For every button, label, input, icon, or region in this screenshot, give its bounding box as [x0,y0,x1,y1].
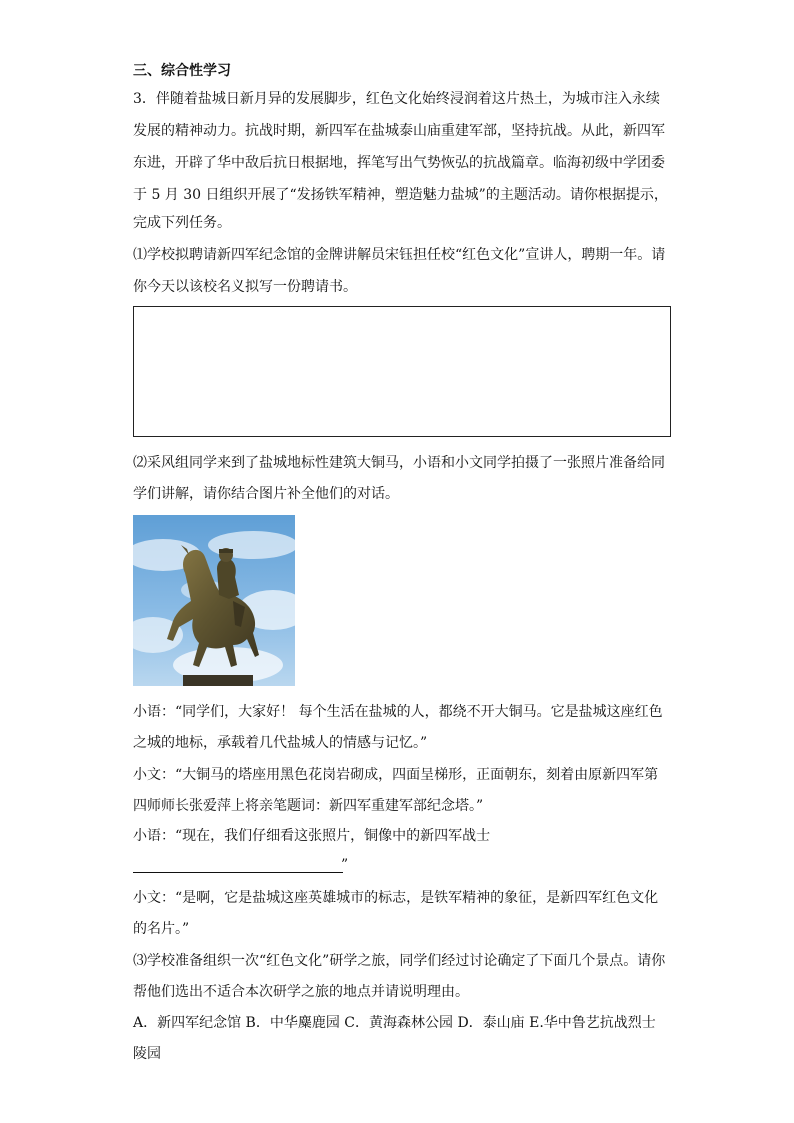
question-intro-line-2: 发展的精神动力。抗战时期，新四军在盐城泰山庙重建军部，坚持抗战。从此，新四军 [133,123,665,139]
blank-closing-quote: ” [341,857,349,873]
question-intro-line-1: 3．伴随着盐城日新月异的发展脚步，红色文化始终浸润着这片热土，为城市注入永续 [133,91,660,107]
question-intro-line-5: 完成下列任务。 [133,215,231,231]
task1-line-2: 你今天以该校名义拟写一份聘请书。 [133,279,357,295]
dialogue-line-5: 小语：“现在，我们仔细看这张照片，铜像中的新四军战士 [133,828,491,844]
answer-box[interactable] [133,306,671,437]
section-title: 三、综合性学习 [133,63,231,79]
task2-line-2: 学们讲解，请你结合图片补全他们的对话。 [133,486,399,502]
fill-in-blank[interactable] [133,872,343,873]
question-intro-line-4: 于 5 月 30 日组织开展了“发扬铁军精神，塑造魅力盐城”的主题活动。请你根据提示， [133,187,668,203]
question-intro-line-3: 东进，开辟了华中敌后抗日根据地，挥笔写出气势恢弘的抗战篇章。临海初级中学团委 [133,155,665,171]
bronze-horse-statue-photo [133,515,295,686]
task3-line-2: 帮他们选出不适合本次研学之旅的地点并请说明理由。 [133,984,469,1000]
dialogue-line-2: 之城的地标，承载着几代盐城人的情感与记忆。” [133,735,428,751]
dialogue-after-line-1: 小文：“是啊，它是盐城这座英雄城市的标志，是铁军精神的象征，是新四军红色文化 [133,890,659,906]
dialogue-line-3: 小文：“大铜马的塔座用黑色花岗岩砌成，四面呈梯形，正面朝东，刻着由原新四军第 [133,767,659,783]
task3-line-1: ⑶学校准备组织一次“红色文化”研学之旅，同学们经过讨论确定了下面几个景点。请你 [133,953,666,969]
task3-options-line-2: 陵园 [133,1046,161,1062]
task1-line-1: ⑴学校拟聘请新四军纪念馆的金牌讲解员宋钰担任校“红色文化”宣讲人，聘期一年。请 [133,247,666,263]
task3-options-line: A．新四军纪念馆 B．中华麋鹿园 C．黄海森林公园 D．泰山庙 E.华中鲁艺抗战烈士 [133,1015,656,1031]
dialogue-line-4: 四师师长张爱萍上将亲笔题词：新四军重建军部纪念塔。” [133,798,484,814]
dialogue-after-line-2: 的名片。” [133,921,190,937]
dialogue-line-1: 小语：“同学们，大家好！ 每个生活在盐城的人，都绕不开大铜马。它是盐城这座红色 [133,704,663,720]
task2-line-1: ⑵采风组同学来到了盐城地标性建筑大铜马，小语和小文同学拍摄了一张照片准备给同 [133,455,665,471]
